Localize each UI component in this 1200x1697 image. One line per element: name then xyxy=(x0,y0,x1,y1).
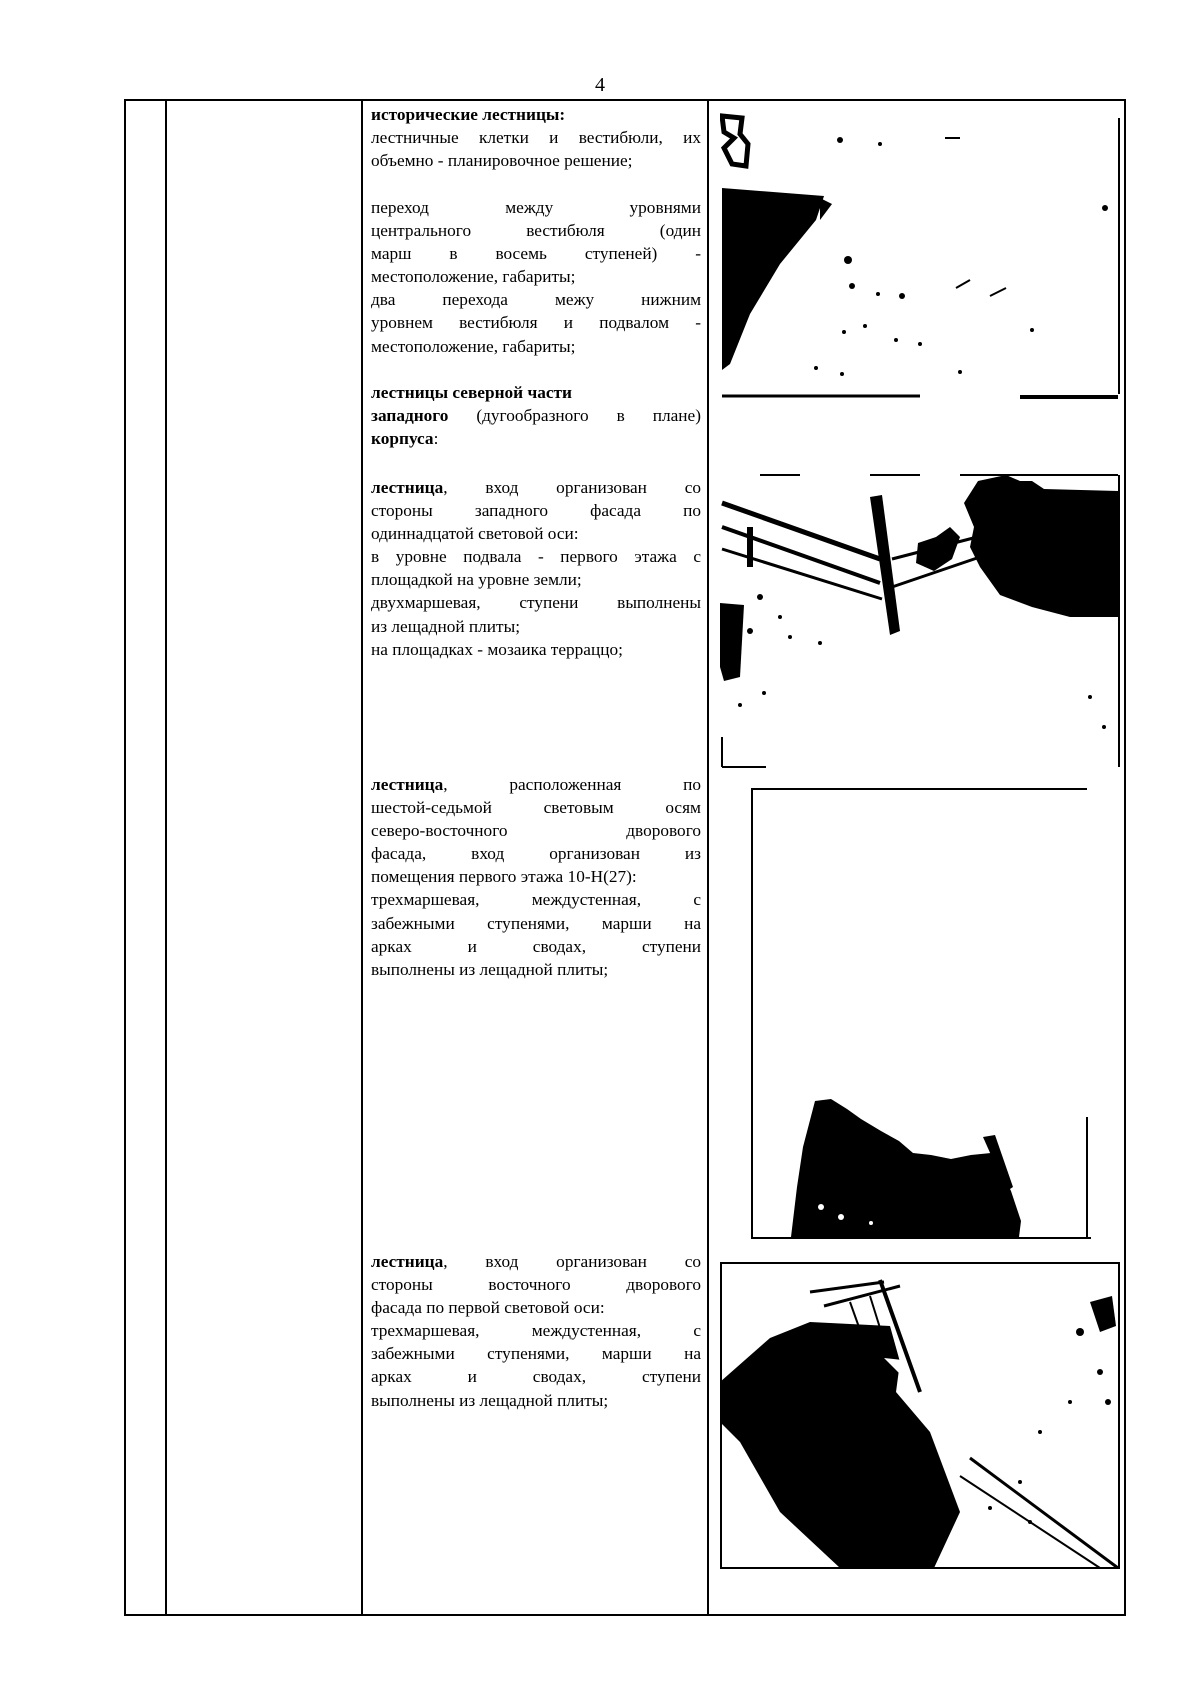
central-vestibule-line: переход между уровнями xyxy=(371,198,701,217)
table-left-border xyxy=(124,99,126,1616)
stair-east-block xyxy=(371,1250,701,1412)
stair-northeast-line: трехмаршевая, междустенная, с xyxy=(371,890,701,910)
central-vestibule-line: местоположение, габариты; xyxy=(371,267,576,287)
north-part-heading-bold: западного xyxy=(371,406,449,426)
north-part-heading-block xyxy=(371,381,701,450)
stair-west-line: стороны западного фасада по xyxy=(371,501,701,521)
central-vestibule-line: местоположение, габариты; xyxy=(371,336,576,356)
stair-west-block xyxy=(371,476,701,661)
north-part-heading-corpus: корпуса xyxy=(371,429,434,449)
stair-northeast-line: , расположенная по xyxy=(443,775,701,794)
stair-west-line: , вход организован со xyxy=(443,478,701,497)
stair-west-line: двухмаршевая, ступени выполнены xyxy=(371,593,701,613)
stair-east-line: фасада по первой световой оси: xyxy=(371,1298,605,1318)
stair-east-line: трехмаршевая, междустенная, с xyxy=(371,1321,701,1341)
stair-northeast-line: фасада, вход организован из xyxy=(371,844,701,864)
central-vestibule-line: уровнем вестибюля и подвалом - xyxy=(371,313,701,333)
vestibule-stair-photo xyxy=(720,104,1120,402)
historic-stairs-line: объемно - планировочное решение; xyxy=(371,151,633,171)
stair-east-line: забежными ступенями, марши на xyxy=(371,1344,701,1364)
west-stair-photo xyxy=(720,467,1120,772)
page-number: 4 xyxy=(595,74,605,96)
stair-east-line: , вход организован со xyxy=(443,1252,701,1271)
stair-northeast-line: арках и сводах, ступени xyxy=(371,936,701,956)
stair-west-line: из лещадной плиты; xyxy=(371,616,521,636)
north-part-heading-colon: : xyxy=(433,429,439,449)
stair-east-label: лестница xyxy=(371,1252,444,1271)
stair-west-line: на площадках - мозаика терраццо; xyxy=(371,639,623,659)
table-column-divider-3 xyxy=(707,99,709,1616)
stair-northeast-line: шестой-седьмой световым осям xyxy=(371,798,701,818)
stair-northeast-line: выполнены из лещадной плиты; xyxy=(371,959,609,979)
central-vestibule-block xyxy=(371,196,701,358)
table-column-divider-2 xyxy=(361,99,363,1616)
stair-east-line: выполнены из лещадной плиты; xyxy=(371,1390,609,1410)
central-vestibule-line: центрального вестибюля (один xyxy=(371,221,701,241)
table-top-border xyxy=(124,99,1126,101)
east-stair-photo xyxy=(720,1262,1120,1569)
stair-northeast-line: северо-восточного дворового xyxy=(371,821,701,841)
stair-northeast-line: забежными ступенями, марши на xyxy=(371,913,701,933)
table-right-border xyxy=(1124,99,1126,1616)
stair-west-line: в уровне подвала - первого этажа с xyxy=(371,547,701,567)
stair-west-line: площадкой на уровне земли; xyxy=(371,570,582,590)
central-vestibule-line: марш в восемь ступеней) - xyxy=(371,244,701,264)
stair-northeast-line: помещения первого этажа 10-Н(27): xyxy=(371,867,637,887)
stair-east-line: арках и сводах, ступени xyxy=(371,1367,701,1387)
stair-northeast-label: лестница xyxy=(371,775,444,794)
stair-east-line: стороны восточного дворового xyxy=(371,1275,701,1295)
table-column-divider-1 xyxy=(165,99,167,1616)
stair-west-line: одиннадцатой световой оси: xyxy=(371,524,579,544)
northeast-stair-photo xyxy=(751,787,1091,1240)
historic-stairs-heading: исторические лестницы: xyxy=(371,105,566,124)
north-part-heading-line-1: лестницы северной части xyxy=(371,383,572,402)
central-vestibule-line: два перехода межу нижним xyxy=(371,290,701,310)
north-part-heading-note: (дугообразного в плане) xyxy=(448,406,701,426)
historic-stairs-block xyxy=(371,103,701,172)
historic-stairs-line: лестничные клетки и вестибюли, их xyxy=(371,128,701,148)
stair-west-label: лестница xyxy=(371,478,444,497)
table-bottom-border xyxy=(124,1614,1126,1616)
stair-northeast-block xyxy=(371,773,701,981)
